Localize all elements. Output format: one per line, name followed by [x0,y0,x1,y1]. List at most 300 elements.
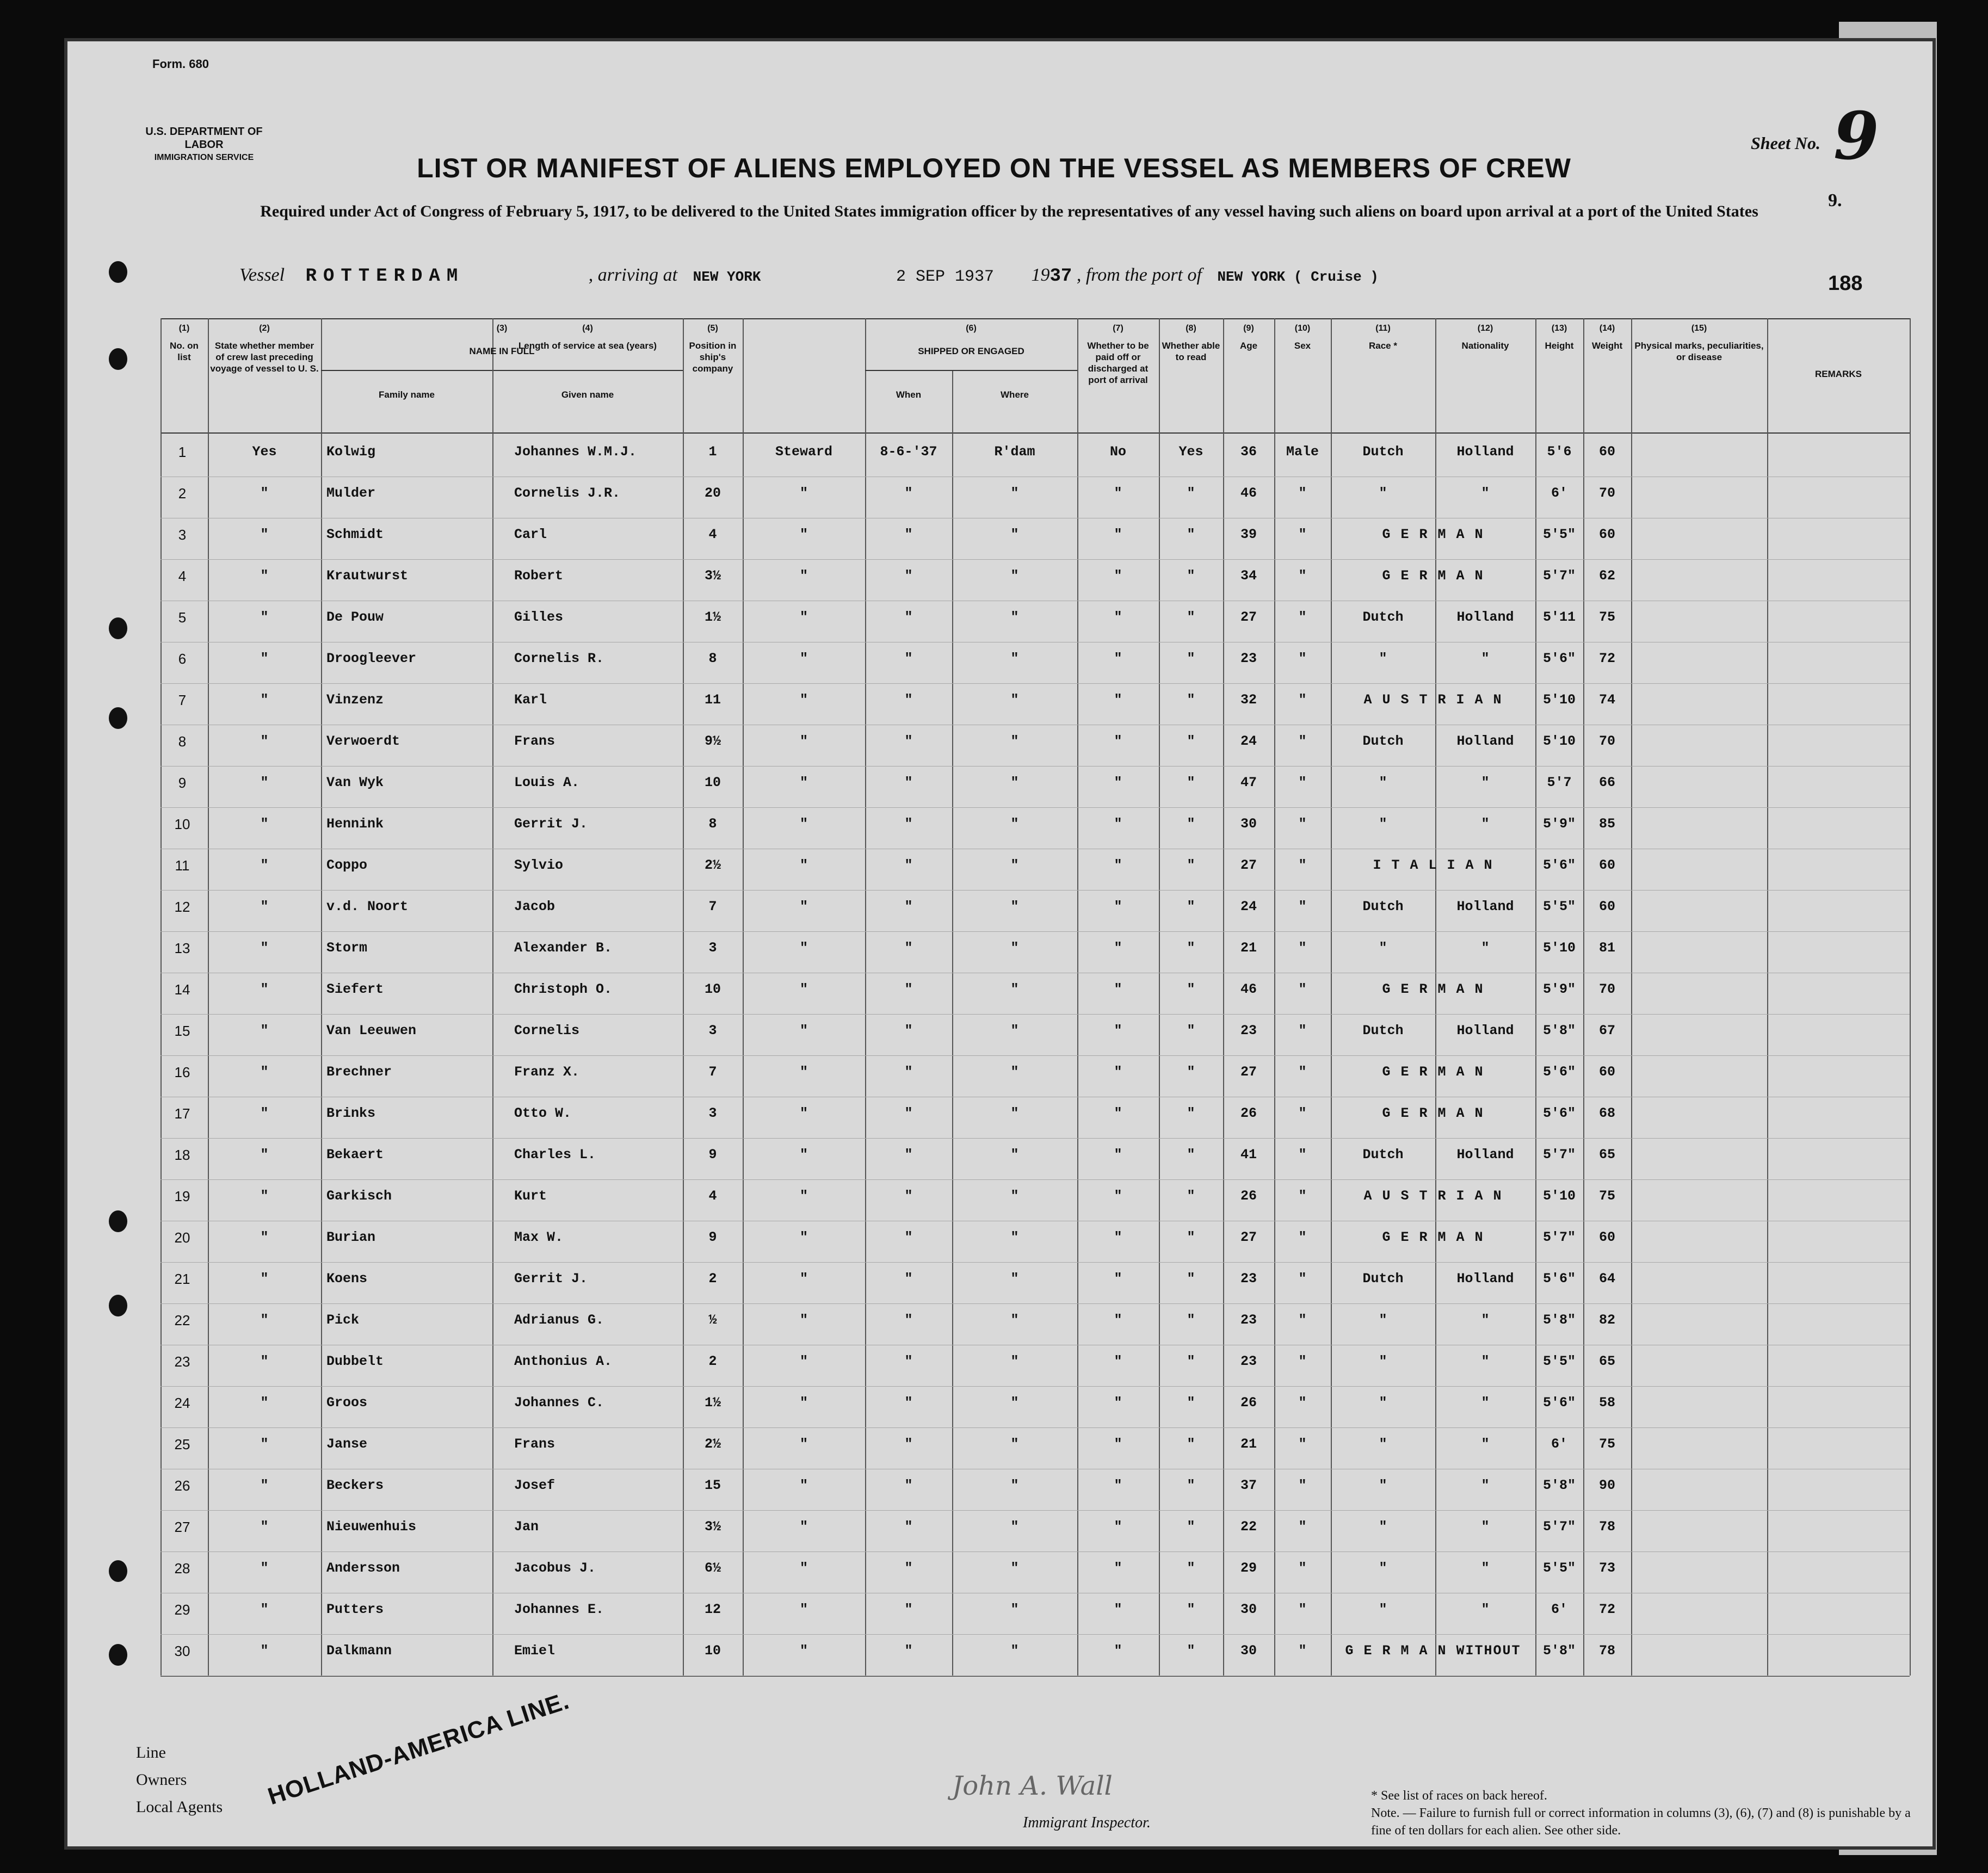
row-number: 9 [178,775,187,791]
cell-position: " [799,1229,808,1245]
cell-age: 37 [1240,1478,1257,1493]
cell-service: 3 [708,1105,717,1121]
table-header-rule [160,432,1910,434]
cell-weight: 78 [1598,1519,1615,1535]
cell-prev: " [260,1064,269,1080]
cell-sex: " [1298,1023,1307,1039]
cell-height: 5'11 [1542,609,1576,625]
cell-family: Vinzenz [326,692,384,708]
cell-read: " [1187,940,1195,956]
column-rule [1910,318,1911,1676]
row-number: 17 [174,1105,190,1122]
cell-read: " [1187,1271,1195,1287]
cell-given: Johannes C. [514,1395,604,1411]
page-number: 188 [1828,272,1863,295]
cell-position: " [799,775,808,790]
row-rule [160,1634,1910,1635]
row-number: 22 [174,1312,190,1328]
cell-when: " [904,1519,913,1535]
cell-sex: " [1298,775,1307,790]
cell-paid: " [1114,981,1122,997]
cell-height: 5'6" [1542,857,1576,873]
cell-sex: " [1298,651,1307,666]
owners-label: Owners [136,1771,187,1789]
cell-height: 5'7" [1542,1229,1576,1245]
cell-sex: " [1298,899,1307,914]
cell-read: " [1187,775,1195,790]
cell-family: Mulder [326,485,376,501]
cell-family: Pick [326,1312,360,1328]
cell-service: 10 [704,1643,721,1659]
row-number: 7 [178,692,187,708]
cell-nat: " [1481,485,1490,501]
cell-read: " [1187,1229,1195,1245]
cell-read: " [1187,1560,1195,1576]
cell-family: Koens [326,1271,368,1287]
cell-given: Cornelis [514,1023,580,1039]
cell-sex: " [1298,1436,1307,1452]
cell-weight: 60 [1598,527,1615,542]
cell-where: " [1010,485,1019,501]
col-no-number: (1) [178,324,190,333]
cell-prev: " [260,1395,269,1411]
cell-when: " [904,1023,913,1039]
row-rule [160,1303,1910,1304]
cell-prev: " [260,1643,269,1659]
arrival-date: 2 SEP 1937 [896,268,994,286]
cell-where: " [1010,1023,1019,1039]
company-stamp: HOLLAND-AMERICA LINE. [264,1687,573,1810]
cell-service: 9½ [704,733,721,749]
cell-family: Garkisch [326,1188,392,1204]
cell-race: I T A L I A N [1373,857,1493,873]
col-where-header: Where [1001,390,1029,400]
cell-race: " [1379,1519,1387,1535]
cell-weight: 68 [1598,1105,1615,1121]
cell-read: " [1187,981,1195,997]
cell-where: " [1010,1560,1019,1576]
cell-read: Yes [1178,444,1203,460]
row-number: 10 [174,816,190,832]
cell-read: " [1187,816,1195,832]
cell-nat: " [1481,1436,1490,1452]
cell-paid: " [1114,527,1122,542]
cell-read: " [1187,651,1195,666]
col-position-number: (5) [707,324,718,333]
cell-sex: " [1298,692,1307,708]
cell-position: " [799,1188,808,1204]
cell-read: " [1187,1188,1195,1204]
cell-given: Charles L. [514,1147,596,1163]
cell-position: " [799,981,808,997]
cell-service: 4 [708,527,717,542]
cell-service: 2 [708,1353,717,1369]
cell-given: Cornelis R. [514,651,604,666]
row-number: 28 [174,1560,190,1577]
cell-weight: 75 [1598,609,1615,625]
cell-prev: " [260,816,269,832]
cell-age: 23 [1240,1312,1257,1328]
cell-given: Alexander B. [514,940,613,956]
cell-prev: " [260,899,269,914]
row-number: 18 [174,1147,190,1163]
cell-race: " [1379,1353,1387,1369]
punch-hole [109,1644,127,1666]
cell-position: " [799,527,808,542]
arriving-label: , arriving at [588,265,678,285]
cell-prev: " [260,857,269,873]
cell-sex: " [1298,1478,1307,1493]
cell-nat: " [1481,651,1490,666]
cell-nat: Holland [1456,444,1514,460]
cell-weight: 62 [1598,568,1615,584]
cell-read: " [1187,1105,1195,1121]
cell-nat: " [1481,1602,1490,1617]
cell-when: " [904,485,913,501]
cell-paid: " [1114,568,1122,584]
col-shipped-number: (6) [966,324,977,333]
cell-weight: 60 [1598,1064,1615,1080]
cell-height: 5'7" [1542,1147,1576,1163]
cell-service: 7 [708,1064,717,1080]
cell-nat: " [1481,1395,1490,1411]
service-name: IMMIGRATION SERVICE [154,153,254,162]
cell-where: " [1010,1519,1019,1535]
cell-race: " [1379,816,1387,832]
cell-service: 9 [708,1147,717,1163]
cell-when: " [904,651,913,666]
cell-race: " [1379,1436,1387,1452]
cell-where: " [1010,1312,1019,1328]
cell-paid: " [1114,1229,1122,1245]
cell-sex: " [1298,1643,1307,1659]
cell-when: " [904,609,913,625]
cell-paid: " [1114,1353,1122,1369]
cell-given: Frans [514,733,555,749]
cell-race: G E R M A N [1382,981,1484,997]
cell-family: Dalkmann [326,1643,392,1659]
cell-age: 26 [1240,1395,1257,1411]
cell-age: 46 [1240,485,1257,501]
cell-when: " [904,1478,913,1493]
cell-prev: " [260,1188,269,1204]
cell-given: Jacob [514,899,555,914]
cell-sex: " [1298,485,1307,501]
cell-prev: " [260,981,269,997]
cell-service: 2½ [704,857,721,873]
cell-given: Gerrit J. [514,816,588,832]
cell-sex: " [1298,1395,1307,1411]
cell-height: 5'5" [1542,527,1576,542]
cell-prev: " [260,692,269,708]
row-rule [160,807,1910,808]
col-read-header: Whether able to read [1162,341,1220,362]
cell-position: " [799,1643,808,1659]
cell-where: " [1010,1229,1019,1245]
cell-read: " [1187,1023,1195,1039]
cell-position: " [799,1602,808,1617]
cell-weight: 66 [1598,775,1615,790]
footnote [1371,1787,1915,1839]
col-position-header: Position in ship's company [689,341,737,374]
cell-read: " [1187,1147,1195,1163]
col-paid-number: (7) [1113,324,1123,333]
cell-nat: " [1481,1560,1490,1576]
cell-age: 47 [1240,775,1257,790]
cell-weight: 81 [1598,940,1615,956]
cell-position: Steward [775,444,833,460]
cell-given: Carl [514,527,547,542]
cell-weight: 72 [1598,1602,1615,1617]
cell-weight: 74 [1598,692,1615,708]
col-remarks-header: REMARKS [1815,369,1862,379]
cell-age: 24 [1240,899,1257,914]
cell-position: " [799,1023,808,1039]
cell-age: 23 [1240,1023,1257,1039]
cell-family: Coppo [326,857,368,873]
cell-read: " [1187,733,1195,749]
cell-race: G E R M A N WITHOUT [1345,1643,1521,1659]
table-top-rule [160,318,1910,319]
col-height-header: Height [1545,341,1574,351]
cell-service: 3 [708,940,717,956]
cell-age: 36 [1240,444,1257,460]
cell-read: " [1187,609,1195,625]
cell-weight: 75 [1598,1436,1615,1452]
cell-service: 10 [704,981,721,997]
cell-paid: " [1114,733,1122,749]
cell-height: 5'6" [1542,1271,1576,1287]
shipped-subheader-rule [865,370,1077,371]
cell-nat: " [1481,1519,1490,1535]
row-number: 26 [174,1478,190,1494]
cell-family: Dubbelt [326,1353,384,1369]
cell-nat: Holland [1456,899,1514,914]
cell-height: 5'5" [1542,899,1576,914]
cell-given: Robert [514,568,564,584]
cell-nat: Holland [1456,1147,1514,1163]
sheet-label: Sheet No. [1751,133,1820,153]
cell-race: Dutch [1362,1023,1404,1039]
cell-race: Dutch [1362,1147,1404,1163]
cell-paid: " [1114,1560,1122,1576]
cell-weight: 73 [1598,1560,1615,1576]
row-number: 27 [174,1519,190,1535]
cell-height: 5'10 [1542,940,1576,956]
row-number: 21 [174,1271,190,1287]
col-nationality-number: (12) [1477,324,1493,333]
cell-where: " [1010,568,1019,584]
cell-service: ½ [708,1312,717,1328]
cell-when: " [904,1643,913,1659]
col-sex-number: (10) [1294,324,1311,333]
cell-given: Max W. [514,1229,564,1245]
cell-sex: " [1298,733,1307,749]
cell-service: 6½ [704,1560,721,1576]
cell-prev: " [260,1519,269,1535]
row-number: 15 [174,1023,190,1039]
column-rule [1631,318,1632,1676]
cell-nat: Holland [1456,1023,1514,1039]
cell-weight: 82 [1598,1312,1615,1328]
cell-when: " [904,1353,913,1369]
cell-family: Nieuwenhuis [326,1519,417,1535]
row-rule [160,1138,1910,1139]
vessel-line [239,265,1379,287]
cell-race: A U S T R I A N [1363,1188,1503,1204]
cell-when: " [904,568,913,584]
cell-nat: " [1481,1478,1490,1493]
cell-family: Siefert [326,981,384,997]
col-service-header: Length of service at sea (years) [518,341,657,351]
cell-prev: " [260,1229,269,1245]
cell-read: " [1187,1312,1195,1328]
cell-when: 8-6-'37 [880,444,937,460]
cell-family: Burian [326,1229,376,1245]
cell-age: 30 [1240,816,1257,832]
cell-age: 27 [1240,1064,1257,1080]
cell-paid: " [1114,816,1122,832]
cell-height: 5'5" [1542,1560,1576,1576]
cell-service: 12 [704,1602,721,1617]
cell-given: Otto W. [514,1105,572,1121]
cell-where: " [1010,1271,1019,1287]
cell-family: Krautwurst [326,568,409,584]
cell-age: 27 [1240,857,1257,873]
cell-service: 15 [704,1478,721,1493]
row-number: 20 [174,1229,190,1246]
cell-race: Dutch [1362,609,1404,625]
cell-prev: " [260,1105,269,1121]
cell-family: Groos [326,1395,368,1411]
cell-paid: " [1114,899,1122,914]
cell-when: " [904,857,913,873]
cell-paid: " [1114,1188,1122,1204]
cell-when: " [904,981,913,997]
cell-race: " [1379,485,1387,501]
col-read-number: (8) [1186,324,1196,333]
col-sex-header: Sex [1294,341,1311,351]
cell-prev: " [260,1560,269,1576]
cell-where: " [1010,692,1019,708]
cell-race: Dutch [1362,1271,1404,1287]
cell-given: Johannes W.M.J. [514,444,637,460]
col-weight-header: Weight [1591,341,1623,351]
cell-service: 3 [708,1023,717,1039]
cell-paid: " [1114,692,1122,708]
row-rule [160,1055,1910,1056]
cell-prev: " [260,651,269,666]
cell-family: Kolwig [326,444,376,460]
row-number: 23 [174,1353,190,1370]
cell-sex: " [1298,1188,1307,1204]
cell-weight: 58 [1598,1395,1615,1411]
cell-given: Jan [514,1519,539,1535]
cell-given: Anthonius A. [514,1353,613,1369]
cell-where: " [1010,733,1019,749]
cell-given: Johannes E. [514,1602,604,1617]
cell-race: " [1379,1395,1387,1411]
row-number: 12 [174,899,190,915]
year-prefix: 19 [1031,265,1050,285]
cell-prev: " [260,733,269,749]
cell-family: Brechner [326,1064,392,1080]
cell-when: " [904,1560,913,1576]
cell-race: " [1379,940,1387,956]
cell-where: " [1010,899,1019,914]
cell-nat: " [1481,1312,1490,1328]
cell-prev: " [260,568,269,584]
cell-weight: 70 [1598,733,1615,749]
cell-race: " [1379,651,1387,666]
cell-paid: " [1114,1064,1122,1080]
cell-sex: " [1298,1602,1307,1617]
row-number: 14 [174,981,190,998]
cell-sex: " [1298,1064,1307,1080]
cell-when: " [904,816,913,832]
cell-position: " [799,1519,808,1535]
cell-weight: 75 [1598,1188,1615,1204]
cell-age: 21 [1240,1436,1257,1452]
cell-service: 4 [708,1188,717,1204]
cell-age: 23 [1240,1353,1257,1369]
cell-position: " [799,1436,808,1452]
cell-weight: 90 [1598,1478,1615,1493]
cell-when: " [904,1602,913,1617]
cell-height: 5'8" [1542,1643,1576,1659]
col-when-header: When [896,390,922,400]
cell-given: Cornelis J.R. [514,485,621,501]
cell-height: 6' [1551,1602,1567,1617]
cell-where: " [1010,609,1019,625]
cell-when: " [904,899,913,914]
row-number: 4 [178,568,187,584]
cell-family: Verwoerdt [326,733,400,749]
cell-position: " [799,857,808,873]
cell-family: Andersson [326,1560,400,1576]
col-prev-header: State whether member of crew last preceding voyage of vessel to U. S. [210,341,319,374]
cell-age: 41 [1240,1147,1257,1163]
sheet-sub-number: 9. [1828,190,1842,211]
row-number: 2 [178,485,187,502]
col-physical-marks-number: (15) [1691,324,1707,333]
cell-paid: " [1114,857,1122,873]
cell-age: 24 [1240,733,1257,749]
cell-paid: " [1114,1643,1122,1659]
cell-given: Adrianus G. [514,1312,604,1328]
cell-when: " [904,1229,913,1245]
cell-height: 5'6" [1542,1064,1576,1080]
punch-hole [109,1210,127,1232]
cell-read: " [1187,568,1195,584]
cell-family: Brinks [326,1105,376,1121]
cell-read: " [1187,1353,1195,1369]
cell-age: 29 [1240,1560,1257,1576]
cell-race: " [1379,1312,1387,1328]
cell-service: 3½ [704,568,721,584]
col-race-number: (11) [1375,324,1391,333]
cell-where: " [1010,1478,1019,1493]
cell-prev: " [260,1353,269,1369]
cell-sex: " [1298,1560,1307,1576]
col-given-name-header: Given name [561,390,614,400]
cell-sex: " [1298,1271,1307,1287]
cell-service: 9 [708,1229,717,1245]
col-physical-marks-header: Physical marks, peculiarities, or disease [1634,341,1764,362]
column-rule [492,370,493,1676]
cell-when: " [904,1436,913,1452]
cell-height: 5'9" [1542,981,1576,997]
